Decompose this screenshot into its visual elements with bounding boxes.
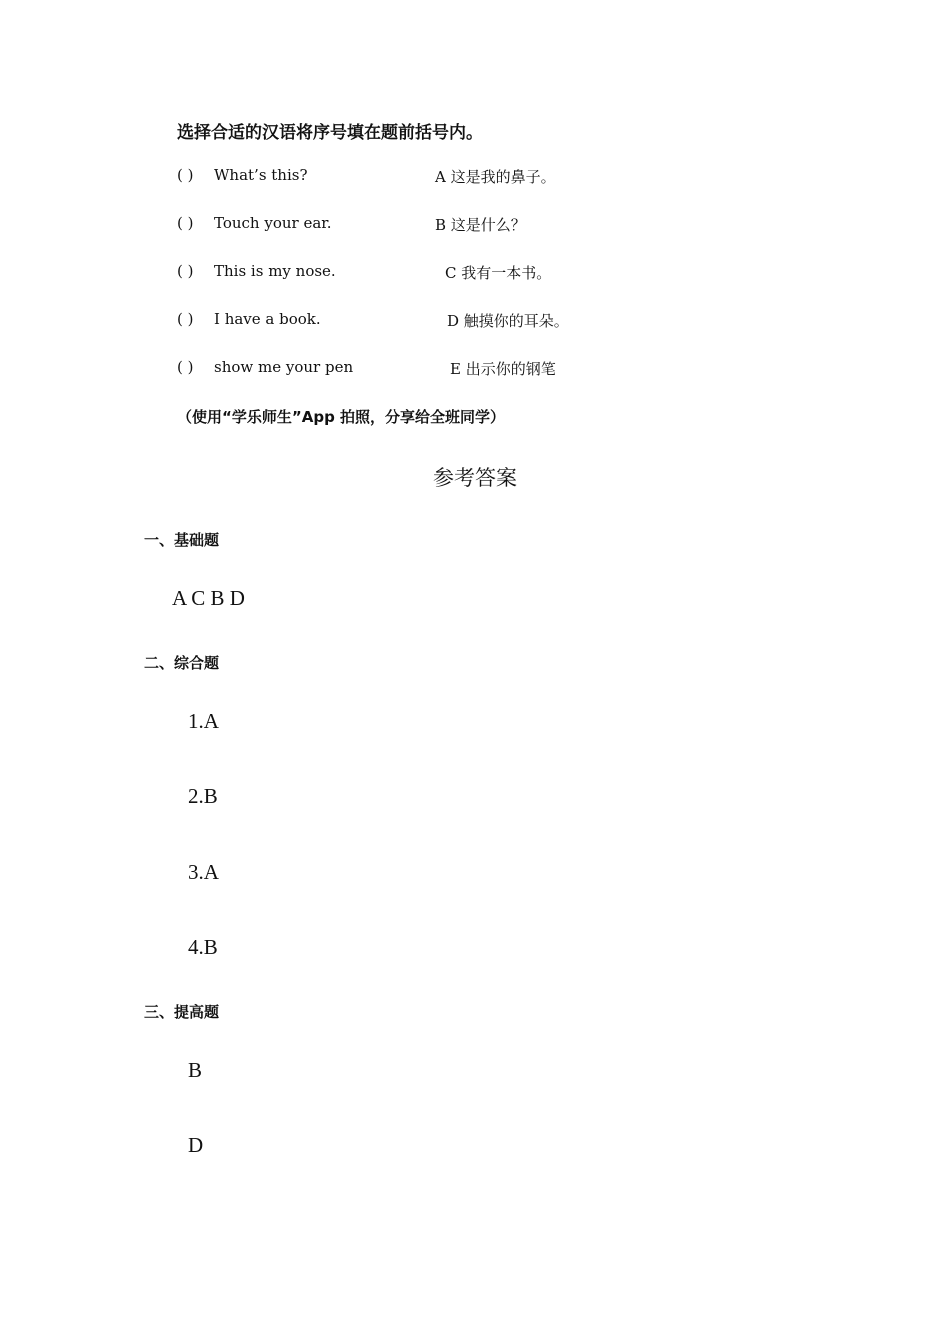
answer-blank[interactable]: ( ) [177, 262, 194, 280]
answer-blank[interactable]: ( ) [177, 358, 194, 376]
answer-line: 1.A [188, 709, 219, 733]
section-heading-basic: 一、基础题 [144, 531, 220, 549]
share-note: （使用“学乐师生”App 拍照，分享给全班同学） [177, 408, 506, 426]
question-english: Touch your ear. [214, 214, 332, 232]
answer-line: 3.A [188, 860, 219, 884]
question-english: I have a book. [214, 310, 321, 328]
option-chinese: B 这是什么？ [435, 216, 526, 234]
answer-line: D [188, 1133, 204, 1157]
answer-key-title: 参考答案 [433, 466, 517, 490]
question-english: What’s this? [214, 166, 308, 184]
exercise-instruction: 选择合适的汉语将序号填在题前括号内。 [177, 123, 483, 143]
answer-blank[interactable]: ( ) [177, 214, 194, 232]
section-heading-comprehensive: 二、综合题 [144, 654, 220, 672]
answer-line: 2.B [188, 784, 218, 808]
answer-line: 4.B [188, 935, 218, 959]
question-english: This is my nose. [214, 262, 336, 280]
option-chinese: D 触摸你的耳朵。 [447, 312, 569, 330]
option-chinese: A 这是我的鼻子。 [435, 168, 556, 186]
option-chinese: E 出示你的钢笔 [450, 360, 556, 378]
answer-blank[interactable]: ( ) [177, 166, 194, 184]
answer-line: B [188, 1058, 203, 1082]
question-english: show me your pen [214, 358, 354, 376]
section-heading-advanced: 三、提高题 [144, 1003, 220, 1021]
answer-line: A C B D [172, 586, 245, 610]
option-chinese: C 我有一本书。 [445, 264, 552, 282]
answer-blank[interactable]: ( ) [177, 310, 194, 328]
